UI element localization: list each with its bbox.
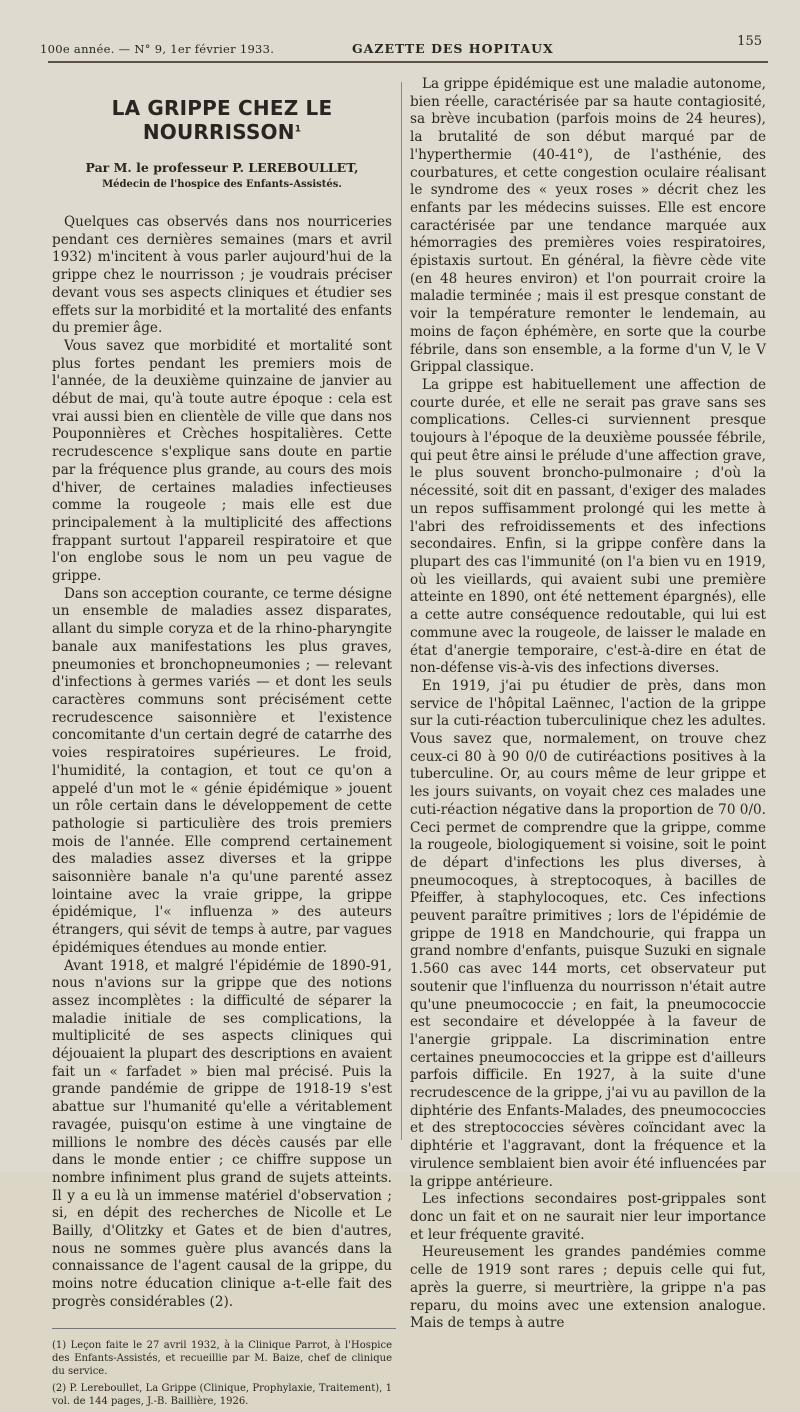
page-number: 155 <box>737 34 762 49</box>
column-divider <box>401 82 402 1140</box>
paragraph: Les infections secondaires post-grippales sont donc un fait et on ne saurait nier leur importance et leur fréquente gravité. <box>410 1191 766 1243</box>
right-column <box>410 76 766 1333</box>
article-author: Par M. le professeur P. LEREBOULLET, <box>85 160 359 175</box>
left-body <box>52 214 392 1312</box>
issue-info: 100e année. — N° 9, 1er février 1933. <box>40 42 275 56</box>
masthead: GAZETTE DES HOPITAUX <box>352 41 554 56</box>
paragraph: Quelques cas observés dans nos nourriceries pendant ces dernières semaines (mars et avril 1932) m'incitent à vous parler aujourd'hui de la grippe chez le nourrisson ; je voudrais préciser devant vous ses aspects cliniques et étudier ses effets sur la morbidité et la mortalité des enfants du premier âge. <box>52 214 392 337</box>
article-title-text: LA GRIPPE CHEZ LE NOURRISSON <box>111 96 333 144</box>
article-title <box>52 96 392 144</box>
paragraph: Vous savez que morbidité et mortalité sont plus fortes pendant les premiers mois de l'année, de la deuxième quinzaine de janvier au début de mai, qu'à toute autre époque : cela est vrai aussi bien en clientèle de ville que dans nos Pouponnières et Crèches hospitalières. Cette recrudescence s'explique sans doute en partie par la fréquence plus grande, au cours des mois d'hiver, de certaines maladies infectieuses comme la rougeole ; mais elle est due principalement à la multiplicité des affections frappant surtout l'appareil respiratoire et que l'on englobe sous le nom un peu vague de grippe. <box>52 337 392 585</box>
paragraph: En 1919, j'ai pu étudier de près, dans mon service de l'hôpital Laënnec, l'action de la grippe sur la cuti-réaction tuberculinique chez les adultes. Vous savez que, normalement, on trouve chez ceux-ci 80 à 90 0/0 de cutiréactions positives à la tuberculine. Or, au cours même de leur grippe et les jours suivants, on voyait chez ces malades une cuti-réaction négative dans la proportion de 70 0/0. Ceci permet de comprendre que la grippe, comme la rougeole, biologiquement si voisine, soit le point de départ d'infections les plus diverses, à pneumocoques, à streptocoques, à bacilles de Pfeiffer, à staphylocoques, etc. Ces infections peuvent paraître primitives ; lors de l'épidémie de grippe de 1918 en Mandchourie, qui frappa un grand nombre d'enfants, puisque Suzuki en signale 1.560 cas avec 144 morts, cet observateur put soutenir que l'influenza du nourrisson n'était autre qu'une pneumococcie ; en fait, la pneumococcie est secondaire et développée à la faveur de l'anergie grippale. La discrimination entre certaines pneumococcies et la grippe est d'ailleurs parfois difficile. En 1927, à la suite d'une recrudescence de la grippe, j'ai vu au pavillon de la diphtérie des Enfants-Malades, des pneumococcies et des streptococcies sévères coïncidant avec la diphtérie et l'aggravant, dont la fréquence et la virulence semblaient bien avoir été influencées par la grippe antérieure. <box>410 677 766 1190</box>
paragraph: Dans son acception courante, ce terme désigne un ensemble de maladies assez disparates, allant du simple coryza et de la rhino-pharyngite banale aux manifestations les plus graves, pneumonies et bronchopneumonies ; — relevant d'infections à germes variés — et dont les seuls caractères communs sont précisément cette recrudescence saisonnière et l'existence concomitante d'un certain degré de catarrhe des voies respiratoires supérieures. Le froid, l'humidité, la contagion, et tout ce qu'on a appelé d'un mot le « génie épidémique » jouent un rôle certain dans le développement de cette pathologie si particulière des trois premiers mois de l'année. Elle comprend certainement des maladies assez diverses et la grippe saisonnière banale n'a qu'une parenté assez lointaine avec la vraie grippe, la grippe épidémique, l'« influenza » des auteurs étrangers, qui sévit de temps à autre, par vagues épidémiques étendues au monde entier. <box>52 585 392 956</box>
paragraph: Heureusement les grandes pandémies comme celle de 1919 sont rares ; depuis celle qui fut, après la guerre, si meurtrière, la grippe n'a pas reparu, du moins avec une extension analogue. Mais de temps à autre <box>410 1244 766 1332</box>
footnote-rule <box>52 1328 396 1329</box>
paragraph: La grippe épidémique est une maladie autonome, bien réelle, caractérisée par sa haute contagiosité, sa brève incubation (parfois moins de 24 heures), la brutalité de son début marqué par de l'hyperthermie (40-41°), de l'asthénie, des courbatures, et cette congestion oculaire réalisant le syndrome des « yeux roses » décrit chez les enfants par les médecins suisses. Elle est encore caractérisée par une tendance marquée aux hémorragies des premières voies respiratoires, épistaxis surtout. En général, la fièvre cède vite (en 48 heures environ) et l'on pourrait croire la maladie terminée ; mais il est presque constant de voir la température remonter le lendemain, au moins de façon éphémère, en sorte que la courbe fébrile, dans son ensemble, a la forme d'un V, le V Grippal classique. <box>410 76 766 376</box>
paragraph: Avant 1918, et malgré l'épidémie de 1890-91, nous n'avions sur la grippe que des notions assez incomplètes : la difficulté de séparer la maladie initiale de ses complications, la multiplicité de ses aspects cliniques qui déjouaient la plupart des descriptions en avaient fait un « farfadet » bien mal précisé. Puis la grande pandémie de grippe de 1918-19 s'est abattue sur l'humanité qu'elle a véritablement ravagée, puisqu'on estime à une vingtaine de millions le nombre des décès causés par elle dans le monde entier ; ce chiffre suppose un nombre infiniment plus grand de sujets atteints. Il y a eu là un immense matériel d'observation ; si, en dépit des recherches de Nicolle et Le Bailly, d'Olitzky et Gates et de bien d'autres, nous ne sommes guère plus avancés dans la connaissance de l'agent causal de la grippe, du moins notre éducation clinique a-t-elle fait des progrès considérables (2). <box>52 957 392 1310</box>
author-affiliation: Médecin de l'hospice des Enfants-Assistés. <box>102 179 342 190</box>
left-column <box>52 96 392 1412</box>
footnote: (1) Leçon faite le 27 avril 1932, à la Clinique Parrot, à l'Hospice des Enfants-Assistés, et recueillie par M. Baize, chef de clinique du service. <box>52 1339 392 1377</box>
header-rule <box>48 61 768 63</box>
paragraph: La grippe est habituellement une affection de courte durée, et elle ne serait pas grave sans ses complications. Celles-ci surviennent presque toujours à l'époque de la deuxième poussée fébrile, qui peut être ainsi le prélude d'une affection grave, le plus souvent broncho-pulmonaire ; d'où la nécessité, soit dit en passant, d'exiger des malades un repos suffisamment prolongé qui les mette à l'abri des refroidissements et des infections secondaires. Enfin, si la grippe confère dans la plupart des cas l'immunité (on l'a bien vu en 1919, où les vieillards, qui avaient subi une première atteinte en 1890, ont été nettement épargnés), elle a cette autre conséquence redoutable, qui lui est commune avec la rougeole, de laisser le malade en état d'anergie temporaire, c'est-à-dire en état de non-défense vis-à-vis des infections diverses. <box>410 376 766 677</box>
footnote: (2) P. Lereboullet, La Grippe (Clinique, Prophylaxie, Traitement), 1 vol. de 144 pages, J.-B. Baillière, 1926. <box>52 1382 392 1407</box>
page-header <box>40 34 770 60</box>
title-footnote-mark: 1 <box>294 124 302 135</box>
right-body <box>410 76 766 1333</box>
